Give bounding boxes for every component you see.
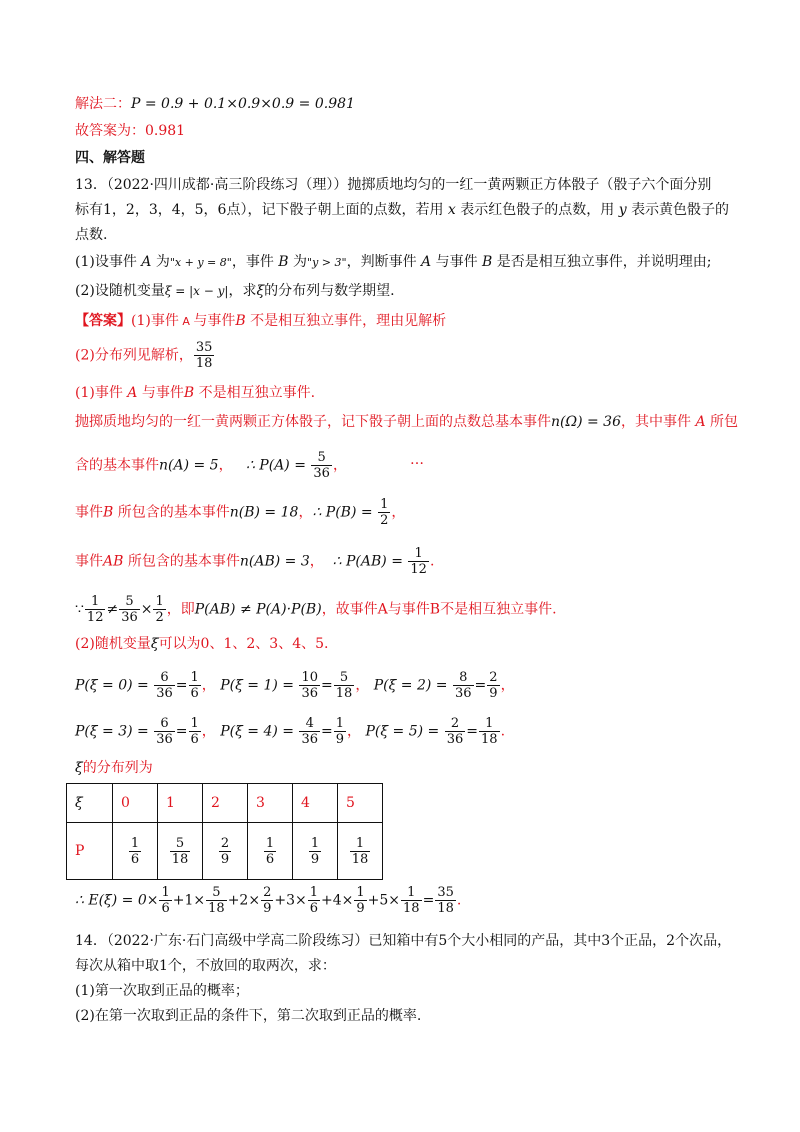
solution2-formula: P = 0.9 + 0.1×0.9×0.9 = 0.981 — [131, 96, 355, 112]
table-prob-3: $\frac{1}{6}$ — [248, 823, 293, 880]
sol-s7: (2)随机变量 — [75, 636, 151, 652]
sol-line4: 事件B 所包含的基本事件n(B) = 18，∴ P(B) = $\frac{1}{2}$ ， — [75, 497, 406, 528]
var-x: x — [443, 202, 461, 218]
var-y: y — [614, 202, 632, 218]
solution2-label: 解法二： — [75, 96, 131, 112]
q13-part2b: ，求 — [228, 283, 257, 299]
q14-line1: 14．（2022·广东·石门高级中学高二阶段练习）已知箱中有5个大小相同的产品，其中3个正品，2个次品， — [75, 933, 732, 949]
sol-event-b3: B — [103, 504, 118, 521]
q13-part1a: (1)设事件 — [75, 254, 137, 270]
expectation-num: 35 — [195, 340, 213, 355]
p-a: ∴ P(A) = — [245, 457, 311, 474]
sol-s2c: 所包 — [710, 414, 739, 430]
distribution-table — [66, 783, 383, 880]
sol-line6: ∵ $\frac{1}{12}$ ≠ $\frac{5}{36}$ × $\frac{1}{2}$ ，即P(AB) ≠ P(A)·P(B)，故事件A与事件B不是相互独立事件. — [75, 594, 557, 625]
table-prob-2: $\frac{2}{9}$ — [203, 823, 248, 880]
ineq: P(AB) ≠ P(A)·P(B) — [194, 601, 322, 618]
table-prob-row — [67, 823, 383, 880]
table-header-xi: ξ — [67, 784, 113, 823]
sol-s1c: 不是相互独立事件. — [198, 385, 316, 401]
q13-line2 — [75, 200, 729, 220]
q13-part1e: ，判断事件 — [346, 254, 417, 270]
sol-s4a: 事件 — [75, 504, 103, 521]
table-prob-0: $\frac{1}{6}$ — [113, 823, 158, 880]
n-b: n(B) = 18 — [229, 504, 299, 521]
q13-part1 — [75, 252, 712, 273]
event-b: B — [273, 254, 294, 270]
p-a-frac: $\frac{5}{36}$ — [313, 450, 330, 481]
because-symbol: ∵ — [75, 601, 84, 618]
n-a: n(A) = 5 — [159, 457, 219, 474]
q13-part2 — [75, 281, 395, 301]
q14-line2: 每次从箱中取1个，不放回的取两次，求： — [75, 958, 336, 974]
answer-line: 故答案为：0.981 — [75, 123, 186, 139]
n-omega: n(Ω) = 36 — [551, 414, 621, 430]
table-prob-1: $\frac{5}{18}$ — [158, 823, 203, 880]
q13-line2a: 标有1，2，3，4，5，6点），记下骰子朝上面的点数，若用 — [75, 202, 444, 218]
answer-a2: (2)分布列见解析， — [75, 347, 193, 364]
dist-title-text: 的分布列为 — [82, 760, 153, 776]
answer-a1b: 与事件 — [193, 313, 236, 329]
sol-s5b: 所包含的基本事件 — [127, 553, 240, 570]
sol-line2 — [75, 412, 738, 432]
q13-line3: 点数. — [75, 227, 108, 243]
table-prob-4: $\frac{1}{9}$ — [293, 823, 338, 880]
q13-part1g: 是否是相互独立事件，并说明理由; — [496, 254, 712, 270]
ellipsis: … — [410, 452, 425, 468]
sol-line5: 事件AB 所包含的基本事件n(AB) = 3， ∴ P(AB) = $\frac{1}{12}$ . — [75, 546, 435, 577]
p-b: ∴ P(B) = — [312, 504, 378, 521]
event-b2: B — [477, 254, 497, 270]
expectation-den: 18 — [195, 356, 213, 371]
sol-event-a3: A — [691, 414, 711, 430]
xi-symbol: ξ — [256, 283, 265, 299]
table-p-label: P — [67, 823, 113, 880]
dist-title: ξ的分布列为 — [75, 760, 153, 776]
answer-a1a: (1)事件 — [131, 313, 179, 329]
xi-def: ξ = |x − y| — [164, 284, 229, 298]
answer-tag: 【答案】 — [75, 313, 131, 329]
q14-line4: (2)在第一次取到正品的条件下，第二次取到正品的概率. — [75, 1008, 422, 1024]
q13-line2b: 表示红色骰子的点数，用 — [460, 202, 615, 218]
table-prob-5: $\frac{1}{18}$ — [338, 823, 383, 880]
sol-s4b: 所包含的基本事件 — [117, 504, 230, 521]
q14-line3: (1)第一次取到正品的概率； — [75, 983, 249, 999]
answer-line1 — [75, 311, 446, 332]
solution2-line — [75, 94, 355, 114]
sol-s6a: ，即 — [166, 601, 195, 618]
p-ab: ∴ P(AB) = — [332, 553, 408, 570]
sol-line3: 含的基本事件n(A) = 5， ∴ P(A) = $\frac{5}{36}$ ， — [75, 450, 347, 481]
prob-row1: P(ξ = 0) = $\frac{6}{36}$ = $\frac{1}{6}$ ， P(ξ = 1) = $\frac{10}{36}$ = $\frac{5}{18}$ ， P(ξ = 2) = $\frac{8}{36}$ = $\frac{2}{9}$ ， — [75, 670, 515, 701]
table-header-4: 4 — [293, 784, 338, 823]
event-a-def: "x + y = 8" — [169, 256, 232, 269]
sol-s2a: 抛掷质地均匀的一红一黄两颗正方体骰子，记下骰子朝上面的点数总基本事件 — [75, 414, 551, 430]
sol-line1 — [75, 383, 315, 403]
prob-row2: P(ξ = 3) = $\frac{6}{36}$ = $\frac{1}{6}$ ， P(ξ = 4) = $\frac{4}{36}$ = $\frac{1}{9}$ ， P(ξ = 5) = $\frac{2}{36}$ = $\frac{1}{18}$ . — [75, 716, 506, 747]
answer-event-b: B — [235, 313, 251, 329]
sol-event-ab: AB — [103, 553, 128, 570]
q13-part2c: 的分布列与数学期望. — [264, 283, 395, 299]
p-b-frac: $\frac{1}{2}$ — [380, 497, 389, 528]
q13-line1: 13．（2022·四川成都·高三阶段练习（理））抛掷质地均匀的一红一黄两颗正方体骰子（骰子六个面分别 — [75, 177, 712, 193]
answer-line2 — [75, 340, 215, 371]
sol-s3a: 含的基本事件 — [75, 457, 159, 474]
table-header-1: 1 — [158, 784, 203, 823]
sol-event-a: A — [122, 385, 142, 401]
event-a2: A — [416, 254, 436, 270]
sol-s5a: 事件 — [75, 553, 103, 570]
event-b-def: "y > 3" — [307, 256, 347, 269]
table-header-0: 0 — [113, 784, 158, 823]
table-header-2: 2 — [203, 784, 248, 823]
q13-part1c: ，事件 — [231, 254, 274, 270]
q13-part1d: 为 — [293, 254, 308, 270]
table-header-row — [67, 784, 383, 823]
sol-s1a: (1)事件 — [75, 385, 123, 401]
expectation-fraction — [194, 340, 215, 371]
sol-s2b: ，其中事件 — [621, 414, 691, 430]
q13-part1f: 与事件 — [435, 254, 478, 270]
p-ab-frac: $\frac{1}{12}$ — [410, 546, 427, 577]
sol-s7b: 可以为0、1、2、3、4、5. — [158, 636, 329, 652]
sol-line7 — [75, 634, 328, 654]
answer-event-a: A — [178, 315, 194, 328]
q13-line2c: 表示黄色骰子的 — [631, 202, 730, 218]
sol-event-b: B — [183, 385, 199, 401]
n-ab: n(AB) = 3 — [239, 553, 310, 570]
expectation-line: ∴ E(ξ) = 0× $\frac{1}{6}$ +1× $\frac{5}{18}$ +2× $\frac{2}{9}$ +3× $\frac{1}{6}$ +4× $\frac{1}{9}$ +5× $\frac{1}{18}$ = $\frac{35}{18}$ . — [75, 885, 462, 916]
event-a: A — [136, 254, 156, 270]
table-header-5: 5 — [338, 784, 383, 823]
table-header-3: 3 — [248, 784, 293, 823]
q13-part1b: 为 — [155, 254, 170, 270]
xi-symbol-2: ξ — [150, 636, 159, 652]
section-title: 四、解答题 — [75, 150, 145, 166]
sol-s1b: 与事件 — [141, 385, 184, 401]
answer-a1c: 不是相互独立事件，理由见解析 — [250, 313, 447, 329]
sol-s6b: ，故事件A与事件B不是相互独立事件. — [321, 601, 557, 618]
q13-part2a: (2)设随机变量 — [75, 283, 165, 299]
